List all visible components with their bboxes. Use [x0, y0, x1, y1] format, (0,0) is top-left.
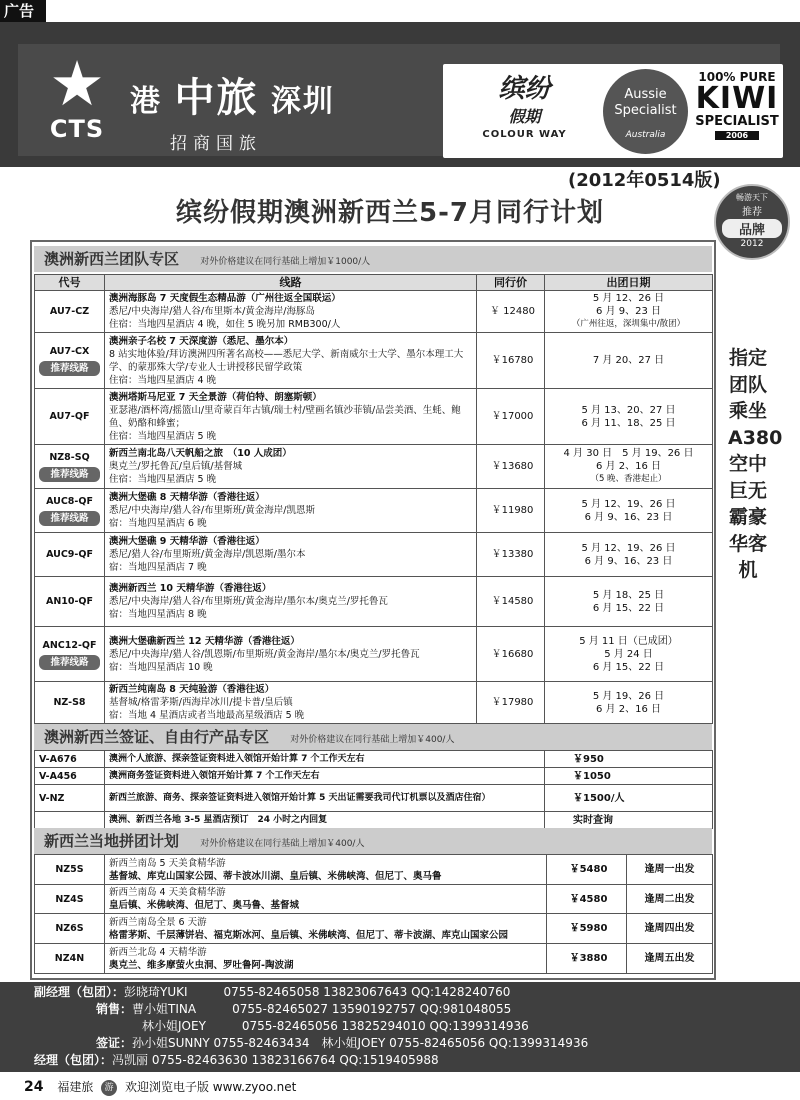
section1-note: 对外价格建议在同行基础上增加￥1000/人: [200, 257, 371, 267]
table-row: [35, 914, 713, 944]
aussie-line1: Aussie: [624, 87, 667, 102]
departure-date: 5 月 11 日（已成团）: [579, 635, 678, 647]
local-tour-code: NZ6S: [35, 914, 105, 944]
visa-price: ￥950: [545, 751, 713, 768]
section3-header: [34, 828, 712, 854]
page-title: 缤纷假期澳洲新西兰5-7月同行计划: [176, 198, 604, 228]
price-cell: ￥16780: [477, 333, 545, 389]
brand-mid: 中旅: [174, 75, 259, 121]
local-tour-desc: 格雷茅斯、千层薄饼岩、福克斯冰河、皇后镇、米佛峡湾、但尼丁、蒂卡波湖、库克山国家公园: [109, 929, 509, 941]
contact-row: [34, 1001, 800, 1018]
cts-logo: [32, 47, 122, 147]
route-line: 宿：当地四星酒店 10 晚: [109, 661, 213, 673]
tour-code-cell: [35, 627, 105, 682]
route-title: 澳洲新西兰 10 天精华游（香港往返）: [109, 583, 272, 594]
dates-cell: [545, 682, 713, 724]
section3-note: 对外价格建议在同行基础上增加￥400/人: [200, 839, 365, 849]
dates-cell: [545, 533, 713, 577]
price-cell: ￥17980: [477, 682, 545, 724]
route-cell: [105, 291, 477, 333]
table-row: [35, 944, 713, 974]
contact-row: [34, 984, 800, 1001]
table-row: [35, 785, 713, 812]
route-cell: [105, 682, 477, 724]
dates-cell: [545, 489, 713, 533]
local-tour-route: [105, 944, 547, 974]
local-tour-code: NZ4N: [35, 944, 105, 974]
route-line: 住宿：当地四星酒店 5 晚: [109, 430, 217, 442]
route-title: 澳洲大堡礁新西兰 12 天精华游（香港往返）: [109, 635, 300, 647]
visa-code: V-NZ: [35, 785, 105, 812]
departure-date: 6 月 15、22 日: [592, 661, 665, 673]
visa-price: ￥1500/人: [545, 785, 713, 812]
route-line: 悉尼/中央海岸/猎人谷/布里斯班/黄金海岸/凯恩斯: [109, 505, 316, 516]
dates-cell: [545, 333, 713, 389]
visa-price: 实时查询: [545, 812, 713, 829]
table-header: 同行价: [477, 275, 545, 291]
local-tour-price: ￥3880: [547, 944, 627, 974]
aussie-line2: Specialist: [614, 103, 677, 118]
tour-code: AUC9-QF: [46, 549, 93, 560]
route-line: 宿：当地四星酒店 7 晚: [109, 562, 207, 573]
route-cell: [105, 333, 477, 389]
kiwi-specialist-logo: [693, 70, 781, 140]
table-row: [35, 768, 713, 785]
route-title: 澳洲亲子名校 7 天深度游（悉尼、墨尔本）: [109, 335, 294, 347]
tour-code-cell: [35, 333, 105, 389]
table-header: 代号: [35, 275, 105, 291]
route-line: 悉尼/猎人谷/布里斯班/黄金海岸/凯恩斯/墨尔本: [109, 549, 306, 560]
route-line: 8 站实地体验/拜访澳洲四所著名高校——悉尼大学、新南威尔士大学、墨尔本理工大学、的蒙那殊大学/专业人士讲授移民留学政策: [109, 348, 464, 373]
visa-code: V-A456: [35, 768, 105, 785]
brand-subtitle: 招商国旅: [170, 134, 262, 154]
table-row: [35, 291, 713, 333]
contact-info: 冯凯丽 0755-82463630 13823166764 QQ:1519405988: [112, 1053, 439, 1067]
contact-label: 销售：: [96, 1002, 133, 1016]
departure-date: 6 月 15、22 日: [592, 602, 665, 614]
recommended-badge: 推荐线路: [39, 361, 100, 376]
table-row: [35, 577, 713, 627]
kiwi-main: KIWI: [695, 81, 779, 116]
local-tour-code: NZ4S: [35, 885, 105, 914]
tour-code: NZ-S8: [53, 697, 86, 708]
dates-cell: [545, 389, 713, 445]
colourway-logo: [457, 74, 592, 149]
local-tour-title: 新西兰南岛 4 天美食精华游: [109, 887, 226, 898]
partner-logos: [443, 64, 783, 158]
departure-date: 6 月 2、16 日: [596, 461, 661, 472]
dates-cell: [545, 445, 713, 489]
section1-title: 澳洲新西兰团队专区: [44, 250, 180, 268]
dates-cell: [545, 627, 713, 682]
visa-desc: 澳洲个人旅游、探亲签证资料进入领馆开始计算 7 个工作天左右: [105, 751, 545, 768]
local-tour-desc: 基督城、库克山国家公园、蒂卡波冰川湖、皇后镇、米佛峡湾、但尼丁、奥马鲁: [109, 870, 442, 882]
recommended-badge: 推荐线路: [39, 511, 100, 526]
magazine-name: 福建旅: [57, 1080, 94, 1094]
visa-code: V-A676: [35, 751, 105, 768]
magazine-logo-icon: 游: [101, 1080, 117, 1096]
departure-date: 5 月 18、25 日: [592, 589, 665, 601]
table-row: [35, 885, 713, 914]
local-tour-price: ￥5480: [547, 855, 627, 885]
contact-row: [34, 1035, 800, 1052]
star-icon: ★: [49, 47, 105, 120]
route-title: 新西兰纯南岛 8 天纯验游（香港往返）: [109, 684, 275, 695]
tour-code-cell: [35, 445, 105, 489]
tour-code: AU7-CX: [49, 346, 90, 357]
table-header: 线路: [105, 275, 477, 291]
local-tour-title: 新西兰北岛 4 天精华游: [109, 946, 207, 958]
departure-date: 6 月 11、18、25 日: [581, 417, 676, 429]
price-cell: ￥16680: [477, 627, 545, 682]
tour-code-cell: [35, 489, 105, 533]
header-inner: [18, 44, 780, 156]
colourway-cn1: 缤纷: [498, 74, 551, 104]
kiwi-year: 2006: [715, 131, 759, 140]
local-tour-route: [105, 914, 547, 944]
colourway-cn2: 假期: [508, 107, 541, 126]
contact-info: 曹小姐TINA 0755-82465027 13590192757 QQ:981048055: [132, 1002, 512, 1016]
visa-desc: 澳洲商务签证资料进入领馆开始计算 7 个工作天左右: [105, 768, 545, 785]
route-cell: [105, 389, 477, 445]
local-tour-frequency: 逢周二出发: [627, 885, 713, 914]
table-row: [35, 751, 713, 768]
dates-cell: [545, 577, 713, 627]
local-tour-frequency: 逢周四出发: [627, 914, 713, 944]
tour-code: NZ8-SQ: [49, 452, 90, 463]
footer: [0, 1075, 800, 1100]
departure-date: 5 月 12、19、26 日: [581, 542, 676, 554]
route-line: 基督城/格雷茅斯/西海岸冰川/提卡普/皇后镇: [109, 697, 293, 708]
section3-title: 新西兰当地拼团计划: [44, 832, 180, 850]
visa-price: ￥1050: [545, 768, 713, 785]
table-row: [35, 489, 713, 533]
route-line: 住宿：当地四星酒店 5 晚: [109, 474, 217, 485]
section2-title: 澳洲新西兰签证、自由行产品专区: [44, 728, 270, 746]
contact-list: [0, 982, 800, 1072]
aussie-specialist-logo: [603, 69, 688, 154]
route-line: 亚瑟港/酒杯湾/摇篮山/里奇蒙百年古镇/瑞士村/壁画名镇沙菲镇/品尝美酒、生蚝、鲍鱼、奶酪和蜂蜜；: [109, 404, 461, 429]
local-tour-route: [105, 885, 547, 914]
route-cell: [105, 577, 477, 627]
tour-code: AUC8-QF: [46, 496, 93, 507]
cts-logo-text: CTS: [49, 115, 105, 143]
departure-date: 5 月 12、26 日: [592, 293, 665, 304]
contact-label: 签证：: [96, 1036, 133, 1050]
dates-cell: [545, 291, 713, 333]
table-row: [35, 533, 713, 577]
departure-date: 6 月 9、23 日: [596, 306, 661, 317]
route-line: 住宿：当地四星酒店 4 晚: [109, 374, 217, 386]
tour-code-cell: [35, 533, 105, 577]
date-note: （广州往返，深圳集中/散团）: [571, 319, 686, 329]
route-cell: [105, 489, 477, 533]
tour-code: AU7-QF: [49, 411, 90, 422]
contact-label: 副经理（包团）：: [34, 985, 125, 999]
itinerary-panel: [30, 240, 716, 980]
tour-code-cell: [35, 291, 105, 333]
local-tour-frequency: 逢周五出发: [627, 944, 713, 974]
local-tour-price: ￥4580: [547, 885, 627, 914]
route-cell: [105, 533, 477, 577]
departure-date: 4 月 30 日 5 月 19、26 日: [563, 448, 694, 459]
contact-info: 林小姐JOEY 0755-82465056 13825294010 QQ:1399314936: [142, 1019, 529, 1033]
route-line: 宿：当地 4 星酒店或者当地最高星级酒店 5 晚: [109, 710, 305, 721]
price-cell: ￥13680: [477, 445, 545, 489]
local-tour-price: ￥5980: [547, 914, 627, 944]
date-note: （5 晚、香港起止）: [590, 474, 667, 484]
price-cell: ￥ 12480: [477, 291, 545, 333]
price-cell: ￥17000: [477, 389, 545, 445]
departure-date: 5 月 24 日: [604, 648, 653, 660]
departure-date: 5 月 19、26 日: [592, 690, 665, 702]
local-tour-code: NZ5S: [35, 855, 105, 885]
section2-note: 对外价格建议在同行基础上增加￥400/人: [290, 735, 455, 745]
visa-desc: 澳洲、新西兰各地 3-5 星酒店预订 24 小时之内回复: [105, 812, 545, 829]
tour-code-cell: [35, 682, 105, 724]
recommended-badge: 推荐线路: [39, 655, 100, 670]
local-tour-title: 新西兰南岛全景 6 天游: [109, 916, 207, 928]
local-tour-table: [34, 854, 713, 974]
contact-label: 经理（包团）：: [34, 1053, 113, 1067]
departure-date: 5 月 13、20、27 日: [581, 404, 676, 416]
badge-brand: 品牌: [722, 219, 782, 238]
route-line: 悉尼/中央海岸/猎人谷/布里斯本/黄金海岸/海豚岛: [109, 306, 316, 317]
vertical-slogan: 指定团队乘坐A380空中巨无霸豪华客机: [728, 347, 783, 581]
tour-code-cell: [35, 389, 105, 445]
route-cell: [105, 445, 477, 489]
kiwi-sub: SPECIALIST: [695, 114, 779, 129]
table-row: [35, 389, 713, 445]
route-title: 澳洲大堡礁 8 天精华游（香港往返）: [109, 492, 265, 503]
contact-row: [34, 1018, 800, 1035]
table-row: [35, 627, 713, 682]
local-tour-desc: 奥克兰、维多摩萤火虫洞、罗吐鲁阿-陶波湖: [109, 959, 294, 971]
recommended-badge: 推荐线路: [39, 467, 100, 482]
edition-label: (2012年0514版): [568, 170, 721, 191]
brand-block: [130, 66, 390, 154]
departure-date: 7 月 20、27 日: [592, 355, 665, 366]
header-banner: [0, 22, 800, 167]
route-line: 住宿：当地四星酒店 4 晚，如住 5 晚另加 RMB300/人: [109, 319, 341, 330]
table-header: 出团日期: [545, 275, 713, 291]
group-tour-table: [34, 274, 713, 724]
local-tour-frequency: 逢周一出发: [627, 855, 713, 885]
departure-date: 6 月 9、16、23 日: [584, 555, 673, 567]
badge-top: 畅游天下: [736, 193, 768, 202]
route-title: 新西兰南北岛八天帆船之旅 （10 人成团）: [109, 448, 292, 459]
route-cell: [105, 627, 477, 682]
footer-text: 欢迎浏览电子版 www.zyoo.net: [124, 1080, 297, 1094]
route-line: 奥克兰/罗托鲁瓦/皇后镇/基督城: [109, 461, 243, 472]
table-row: [35, 445, 713, 489]
badge-year: 2012: [740, 239, 764, 249]
section2-header: [34, 724, 712, 750]
brand-right: 深圳: [270, 84, 335, 119]
kiwi-top: 100% PURE: [698, 70, 776, 84]
departure-date: 6 月 9、16、23 日: [584, 511, 673, 523]
route-title: 澳洲大堡礁 9 天精华游（香港往返）: [109, 536, 265, 547]
price-cell: ￥11980: [477, 489, 545, 533]
local-tour-route: [105, 855, 547, 885]
brand-left: 港: [130, 84, 162, 119]
route-line: 悉尼/中央海岸/猎人谷/凯恩斯/布里斯班/黄金海岸/墨尔本/奥克兰/罗托鲁瓦: [109, 648, 420, 660]
brand-badge: [714, 184, 790, 260]
visa-desc: 新西兰旅游、商务、探亲签证资料进入领馆开始计算 5 天出证需要我司代订机票以及酒店住宿）: [105, 785, 545, 812]
tour-code: AN10-QF: [45, 596, 94, 607]
route-title: 澳洲海豚岛 7 天度假生态精品游（广州往返全国联运）: [109, 293, 341, 304]
tour-code: ANC12-QF: [42, 639, 97, 651]
badge-mid: 推荐: [742, 207, 762, 218]
route-line: 宿：当地四星酒店 6 晚: [109, 518, 207, 529]
departure-date: 6 月 2、16 日: [596, 703, 661, 715]
local-tour-desc: 皇后镇、米佛峡湾、但尼丁、奥马鲁、基督城: [109, 900, 300, 911]
table-row: [35, 855, 713, 885]
section1-header: [34, 246, 712, 272]
departure-date: 5 月 12、19、26 日: [581, 498, 676, 510]
contact-row: [34, 1052, 800, 1069]
contact-info: 孙小姐SUNNY 0755-82463434 林小姐JOEY 0755-82465056 QQ:1399314936: [132, 1036, 589, 1050]
colourway-en: COLOUR WAY: [482, 129, 567, 140]
tour-code: AU7-CZ: [49, 306, 90, 317]
price-cell: ￥13380: [477, 533, 545, 577]
local-tour-title: 新西兰南岛 5 天美食精华游: [109, 857, 226, 869]
contact-info: 彭晓琦YUKI 0755-82465058 13823067643 QQ:1428240760: [124, 985, 511, 999]
table-row: [35, 812, 713, 829]
page-number: 24: [24, 1079, 44, 1095]
ad-tag: 广告: [0, 0, 46, 22]
route-line: 悉尼/中央海岸/猎人谷/布里斯班/黄金海岸/墨尔本/奥克兰/罗托鲁瓦: [109, 596, 388, 607]
route-line: 宿：当地四星酒店 8 晚: [109, 609, 207, 620]
visa-table: [34, 750, 713, 829]
table-row: [35, 682, 713, 724]
brand-name: [130, 66, 390, 123]
route-title: 澳洲塔斯马尼亚 7 天全景游（荷伯特、朗塞斯顿）: [109, 391, 322, 403]
aussie-small: Australia: [625, 130, 666, 140]
tour-code-cell: [35, 577, 105, 627]
table-row: [35, 333, 713, 389]
price-cell: ￥14580: [477, 577, 545, 627]
visa-code: [35, 812, 105, 829]
